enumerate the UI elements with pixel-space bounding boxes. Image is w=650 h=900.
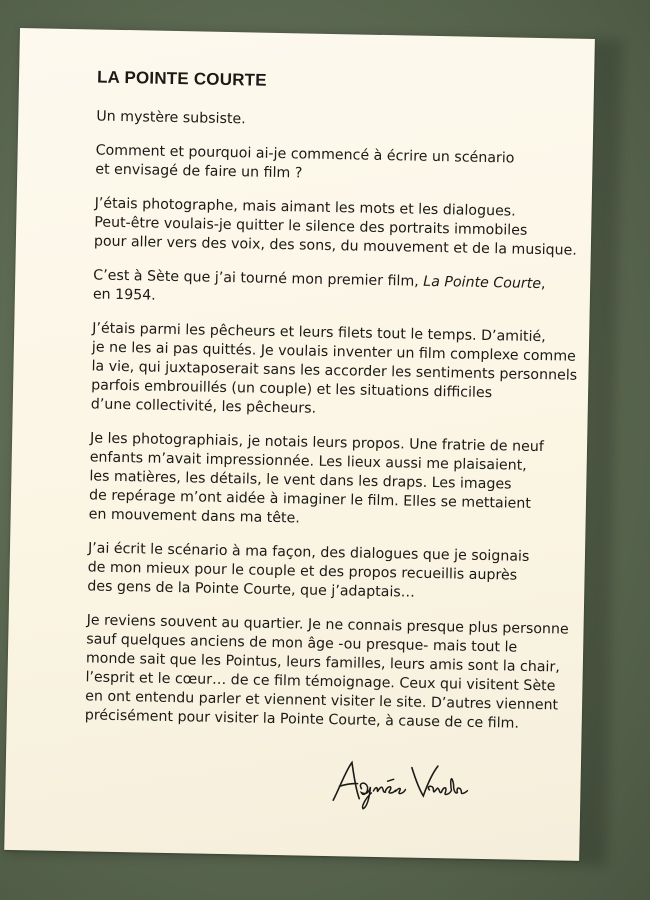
paragraph-4	[93, 266, 561, 313]
text-line: précisément pour visiter la Pointe Courte, à cause de ce film.	[84, 707, 520, 732]
text-line: et envisagé de faire un film ?	[95, 161, 303, 182]
text-segment: ,	[540, 276, 546, 293]
text-line: Je les photographiais, je notais leurs propos. Une fratrie de neuf	[89, 430, 544, 456]
text-line: Un mystère subsiste.	[96, 108, 246, 128]
paragraph-3	[93, 194, 578, 260]
text-line: des gens de la Pointe Courte, que j’adaptais…	[87, 578, 416, 601]
text-line: parfois embrouillés (un couple) et les situations difficiles	[90, 377, 493, 402]
text-line: l’esprit et le cœur… de ce film témoignage. Ceux qui visitent Sète	[85, 669, 556, 695]
text-line: J’étais photographe, mais aimant les mots et les dialogues.	[94, 195, 516, 220]
printed-sheet	[4, 28, 595, 861]
text-line: pour aller vers des voix, des sons, du mouvement et de la musique.	[93, 233, 578, 259]
paragraph-6	[88, 429, 557, 533]
text-line: je ne les ai pas quittés. Je voulais inventer un film complexe comme	[91, 339, 577, 365]
text-line: d’une collectivité, les pêcheurs.	[90, 396, 317, 417]
text-line: Comment et pourquoi ai-je commencé à écrire un scénario	[95, 142, 515, 167]
text-line: en ont entendu parler et viennent visiter le site. D’autres viennent	[85, 688, 559, 714]
text-line: de repérage m’ont aidée à imaginer le film. Elles se mettaient	[88, 487, 532, 512]
paragraph-2	[95, 141, 563, 188]
text-line: Je reviens souvent au quartier. Je ne connais presque plus personne	[86, 612, 569, 638]
text-line: enfants m’avait impressionnée. Les lieux aussi me plaisaient,	[89, 449, 527, 474]
film-title-italic: La Pointe Courte	[423, 273, 542, 293]
text-line: Peut-être voulais-je quitter le silence des portraits immobiles	[94, 214, 528, 239]
paragraph-5	[90, 319, 578, 423]
text-line: en mouvement dans ma tête.	[88, 506, 300, 527]
handwritten-signature	[325, 752, 476, 815]
text-line: de mon mieux pour le couple et des propos recueillis auprès	[87, 559, 518, 584]
text-line: J’ai écrit le scénario à ma façon, des dialogues que je soignais	[87, 540, 530, 565]
paragraph-1	[96, 107, 563, 135]
text-line: la vie, qui juxtaposerait sans les accorder les sentiments personnels	[91, 358, 578, 384]
text-line: monde sait que les Pointus, leurs familles, leurs amis sont la chair,	[85, 650, 560, 676]
text-segment: en 1954.	[92, 286, 156, 304]
document-title: LA POINTE COURTE	[96, 67, 267, 90]
text-segment: C’est à Sète que j’ai tourné mon premier film,	[93, 267, 424, 290]
text-line: les matières, les détails, le vent dans les draps. Les images	[89, 468, 512, 493]
text-line: sauf quelques anciens de mon âge -ou presque- mais tout le	[86, 631, 518, 656]
paragraph-8	[84, 611, 569, 734]
text-line: J’étais parmi les pêcheurs et leurs filets tout le temps. D’amitié,	[92, 320, 546, 346]
paragraph-7	[87, 539, 555, 605]
